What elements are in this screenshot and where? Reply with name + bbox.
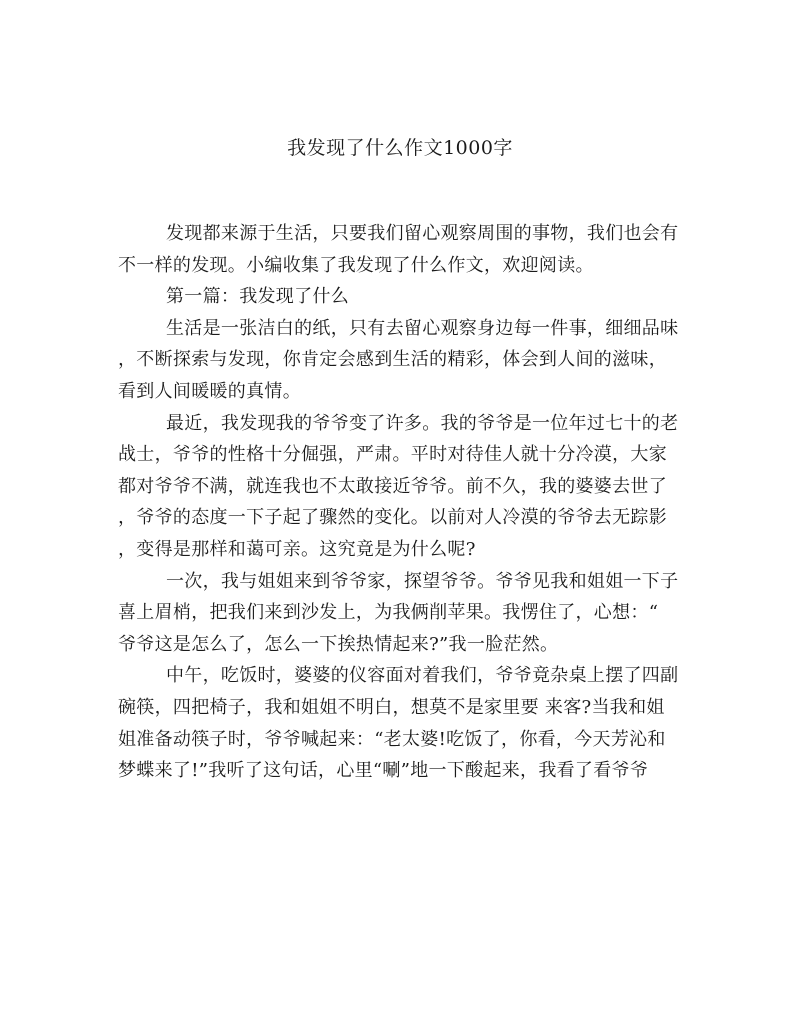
section-heading: 第一篇：我发现了什么 bbox=[166, 286, 349, 308]
document-body bbox=[118, 206, 688, 787]
paragraph-lunch bbox=[118, 660, 688, 786]
text-line: 生活是一张洁白的纸，只有去留心观察身边每一件事，细细品味 bbox=[166, 317, 679, 339]
text-line: 中午，吃饭时，婆婆的仪容面对着我们，爷爷竟杂桌上摆了四副 bbox=[166, 665, 679, 687]
paragraph-intro bbox=[118, 218, 688, 281]
text-line: 爷爷这是怎么了，怎么一下挨热情起来?”我一脸茫然。 bbox=[118, 633, 559, 655]
text-line: 不一样的发现。小编收集了我发现了什么作文，欢迎阅读。 bbox=[118, 254, 594, 276]
text-line: 看到人间暖暖的真情。 bbox=[118, 380, 301, 402]
paragraph-heading bbox=[118, 281, 688, 313]
spacer bbox=[118, 206, 688, 218]
text-line: 梦蝶来了!”我听了这句话，心里“唰”地一下酸起来，我看了看爷爷 bbox=[118, 760, 649, 782]
text-line: ，变得是那样和蔼可亲。这究竟是为什么呢? bbox=[118, 538, 476, 560]
text-line: 喜上眉梢，把我们来到沙发上，为我俩削苹果。我愣住了，心想：“ bbox=[118, 602, 659, 624]
paragraph-visit bbox=[118, 566, 688, 661]
text-line: 姐准备动筷子时，爷爷喊起来：“老太婆!吃饭了，你看，今天芳沁和 bbox=[118, 728, 666, 750]
text-line: 碗筷，四把椅子，我和姐姐不明白，想莫不是家里要 来客?当我和姐 bbox=[118, 696, 665, 718]
text-line: 一次，我与姐姐来到爷爷家，探望爷爷。爷爷见我和姐姐一下子 bbox=[166, 570, 679, 592]
text-line: 最近，我发现我的爷爷变了许多。我的爷爷是一位年过七十的老 bbox=[166, 412, 679, 434]
text-line: ，爷爷的态度一下子起了骤然的变化。以前对人冷漠的爷爷去无踪影 bbox=[118, 507, 667, 529]
text-line: 发现都来源于生活，只要我们留心观察周围的事物，我们也会有 bbox=[166, 223, 679, 244]
paragraph-grandpa bbox=[118, 408, 688, 566]
text-line: 都对爷爷不满，就连我也不太敢接近爷爷。前不久，我的婆婆去世了 bbox=[118, 475, 667, 497]
text-line: 战士，爷爷的性格十分倔强，严肃。平时对待佳人就十分冷漠，大家 bbox=[118, 444, 667, 466]
document-title: 我发现了什么作文1000字 bbox=[287, 137, 513, 159]
text-line: ，不断探索与发现，你肯定会感到生活的精彩，体会到人间的滋味， bbox=[118, 349, 667, 371]
paragraph-life bbox=[118, 313, 688, 408]
